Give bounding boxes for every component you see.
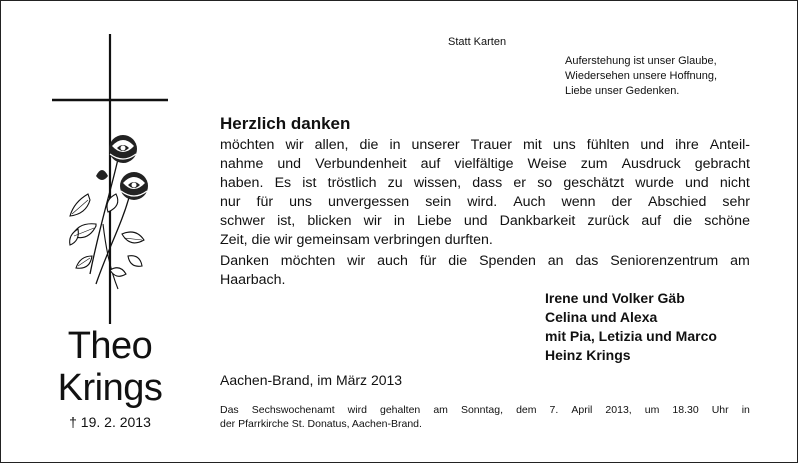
word: in xyxy=(389,137,401,153)
signature-line: mit Pia, Letizia und Marco xyxy=(545,328,717,344)
notice-line: der Pfarrkirche St. Donatus, Aachen-Brand. xyxy=(220,418,422,430)
word: tröstlich xyxy=(327,175,377,191)
body-line xyxy=(220,193,750,212)
word: Seniorenzentrum xyxy=(610,253,719,269)
body-line xyxy=(220,155,750,174)
rose-lower xyxy=(120,172,148,200)
word: Das xyxy=(220,404,239,416)
motto-verse xyxy=(565,54,717,99)
word: möchten xyxy=(280,253,336,269)
word: wir xyxy=(347,253,366,269)
deceased-last-name: Krings xyxy=(57,367,163,409)
body-line xyxy=(220,252,750,271)
word: um xyxy=(644,404,660,416)
word: schwer xyxy=(220,213,265,229)
body-line: Haarbach. xyxy=(220,272,286,288)
word: gebracht xyxy=(694,156,750,172)
word: für xyxy=(419,253,437,269)
word: die xyxy=(673,213,693,229)
word: Ausdruck xyxy=(621,156,681,172)
place-date: Aachen-Brand, im März 2013 xyxy=(220,372,403,388)
word: in xyxy=(393,213,405,229)
word: nahme xyxy=(220,156,264,172)
word: uns xyxy=(289,194,312,210)
word: Liebe xyxy=(416,213,452,229)
word: wir xyxy=(285,137,304,153)
word: und xyxy=(463,213,488,229)
word: uns xyxy=(552,137,576,153)
word: Sechswochenamt xyxy=(251,404,335,416)
word: Anteil- xyxy=(709,137,750,153)
word: sein xyxy=(425,194,452,210)
word: Spenden xyxy=(479,253,536,269)
cross-with-roses xyxy=(48,34,168,324)
word: dass xyxy=(472,175,503,191)
word: ist xyxy=(302,175,317,191)
word: Auch xyxy=(513,194,546,210)
word: schöne xyxy=(704,213,750,229)
word: unvergessen xyxy=(327,194,410,210)
body-line: Zeit, die wir gemeinsam verbringen durften. xyxy=(220,232,493,248)
motto-line: Wiedersehen unsere Hoffnung, xyxy=(565,70,718,82)
word: wir xyxy=(363,213,382,229)
word: wurde xyxy=(635,175,674,191)
word: zum xyxy=(580,156,608,172)
signatures xyxy=(545,289,717,365)
word: auf xyxy=(420,156,441,172)
word: an xyxy=(547,253,564,269)
word: 7. xyxy=(549,404,559,416)
word: nicht xyxy=(719,175,750,191)
word: und xyxy=(640,137,665,153)
word: die xyxy=(359,137,379,153)
thanks-heading: Herzlich danken xyxy=(220,114,351,133)
word: fühlten xyxy=(586,137,630,153)
word: ihre xyxy=(675,137,699,153)
motto-line: Liebe unser Gedenken. xyxy=(565,85,680,97)
signature-line: Irene und Volker Gäb xyxy=(545,290,685,306)
word: auch xyxy=(377,253,408,269)
word: blicken xyxy=(307,213,352,229)
word: Abschied xyxy=(647,194,707,210)
signature-line: Heinz Krings xyxy=(545,347,631,363)
word: geschätzt xyxy=(563,175,625,191)
word: am xyxy=(730,253,750,269)
word: zurück xyxy=(587,213,630,229)
word: Sonntag, xyxy=(460,404,504,416)
word: und xyxy=(277,156,302,172)
word: nur xyxy=(220,194,241,210)
word: dem xyxy=(516,404,537,416)
word: er xyxy=(513,175,527,191)
word: zu xyxy=(387,175,403,191)
word: April xyxy=(571,404,593,416)
word: das xyxy=(575,253,599,269)
motto-line: Auferstehung ist unser Glaube, xyxy=(565,55,717,67)
word: gehalten xyxy=(379,404,421,416)
word: so xyxy=(537,175,553,191)
service-notice xyxy=(220,403,750,431)
word: möchten xyxy=(220,137,275,153)
body-line xyxy=(220,136,750,155)
word: die xyxy=(448,253,468,269)
word: der xyxy=(611,194,632,210)
word: auf xyxy=(641,213,662,229)
statt-karten-label: Statt Karten xyxy=(448,36,507,48)
word: mit xyxy=(522,137,542,153)
word: wenn xyxy=(561,194,596,210)
word: in xyxy=(741,404,750,416)
death-date: † 19. 2. 2013 xyxy=(69,414,151,430)
word: für xyxy=(256,194,274,210)
word: am xyxy=(433,404,448,416)
signature-line: Celina und Alexa xyxy=(545,309,658,325)
rose-upper xyxy=(109,135,137,163)
body-line xyxy=(220,174,750,193)
word: unserer xyxy=(411,137,460,153)
word: Weise xyxy=(527,156,567,172)
word: Trauer xyxy=(470,137,512,153)
word: Es xyxy=(274,175,292,191)
word: allen, xyxy=(314,137,349,153)
word: Danken xyxy=(220,253,269,269)
word: ist, xyxy=(277,213,296,229)
word: 2013, xyxy=(605,404,632,416)
word: und xyxy=(685,175,709,191)
deceased-first-name: Theo xyxy=(67,325,153,367)
word: wird xyxy=(347,404,367,416)
word: haben. xyxy=(220,175,264,191)
body-line xyxy=(220,212,750,231)
word: 18.30 xyxy=(672,404,699,416)
notice-line xyxy=(220,403,750,417)
word: Uhr xyxy=(711,404,729,416)
word: wissen, xyxy=(413,175,462,191)
word: sehr xyxy=(722,194,750,210)
word: wird. xyxy=(467,194,498,210)
word: Verbundenheit xyxy=(315,156,407,172)
cross-rose-illustration xyxy=(48,34,168,324)
word: Dankbarkeit xyxy=(499,213,576,229)
thanks-body xyxy=(220,136,750,290)
word: vielfältige xyxy=(454,156,514,172)
